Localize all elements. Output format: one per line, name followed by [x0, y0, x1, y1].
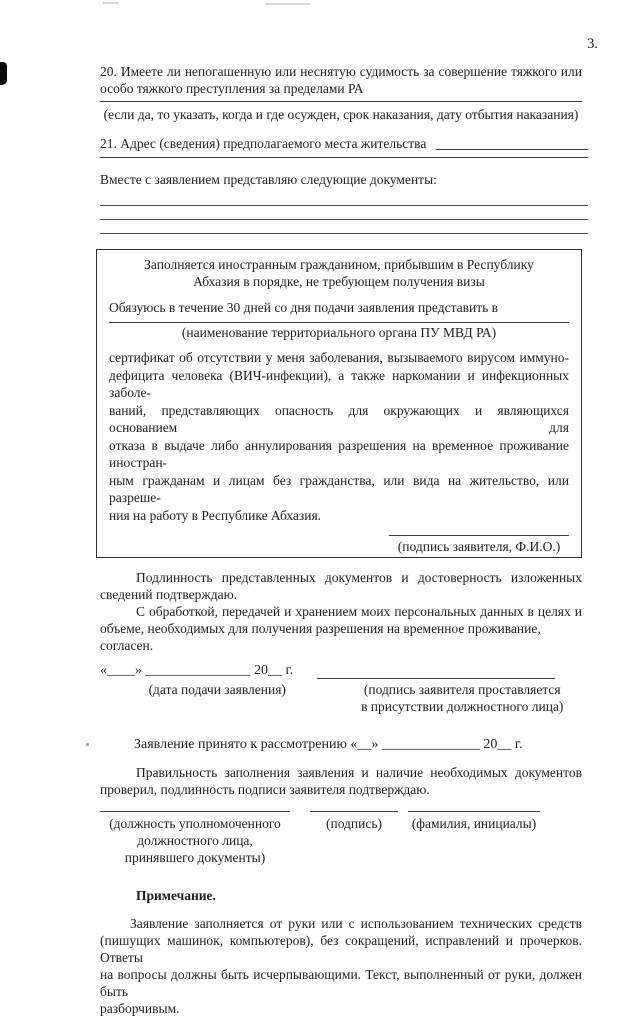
official-signature-block — [310, 811, 398, 866]
official-position-hint-line3: принявшего документы) — [124, 850, 266, 865]
note-line3: на вопросы должны быть исчерпывающими. Текст, выполненный от руки, должен быть — [100, 967, 582, 999]
page-number: 3. — [587, 36, 598, 52]
question-20-answer-line — [100, 97, 582, 102]
certificate-line: ным гражданам и лицам без гражданства, или вида на жительство, или разреше- — [109, 472, 569, 505]
certificate-line: отказа в выдаче либо аннулирования разрешения на временное проживание иностран- — [109, 437, 569, 470]
official-signature-hint: (подпись) — [325, 816, 383, 831]
certificate-line: ваний, представляющих опасность для окружающих и являющихся основанием для — [109, 402, 569, 435]
certificate-paragraph — [109, 349, 569, 524]
acceptance-line: Заявление принято к рассмотрению «__» ______________ 20__ г. — [134, 737, 523, 752]
note-line2: (пишущих машинок, компьютеров), без сокращений, исправлений и прочерков. Ответы — [100, 933, 582, 965]
official-signature-line — [310, 811, 398, 812]
question-20-text-line2: особо тяжкого преступления за пределами РА — [100, 81, 364, 96]
certificate-line: сертификат об отсутствии у меня заболевания, вызываемого вирусом иммуно- — [109, 350, 569, 365]
signature-presence-hint-line2: в присутствии должностного лица) — [361, 699, 564, 714]
date-signature-captions — [100, 681, 582, 715]
question-21-answer-line2 — [100, 152, 588, 158]
official-presence-signature-line — [317, 663, 555, 679]
authenticity-line1: Подлинность представленных документов и достоверность изложенных — [136, 570, 582, 585]
consent-line1: С обработкой, передачей и хранением моих персональных данных в целях и — [136, 604, 582, 619]
official-position-line — [100, 811, 290, 812]
question-21-label: 21. Адрес (сведения) предполагаемого места жительства — [100, 136, 427, 151]
visa-free-section-box — [96, 249, 582, 558]
documents-blank-line — [100, 192, 588, 206]
certificate-line: дефицита человека (ВИЧ-инфекции), а также наркомании и инфекционных заболе- — [109, 367, 569, 400]
form-content — [100, 0, 598, 1017]
question-21 — [100, 135, 582, 152]
documents-list-lines — [100, 192, 582, 234]
note-line1: Заявление заполняется от руки или с использованием технических средств — [130, 916, 582, 931]
scan-artifact-dot — [86, 743, 89, 746]
date-signature-row — [100, 662, 582, 679]
confirmation-paragraphs — [100, 569, 582, 654]
applicant-signature-hint: (подпись заявителя, Ф.И.О.) — [397, 539, 561, 554]
question-20-hint: (если да, то указать, когда и где осужден, срок наказания, дату отбытия наказания) — [103, 107, 579, 122]
authority-blank-line — [109, 316, 569, 323]
binding-mark-artifact — [0, 62, 7, 85]
documents-intro: Вместе с заявлением представляю следующие документы: — [100, 172, 437, 187]
documents-blank-line — [100, 206, 588, 220]
date-hint: (дата подачи заявления) — [148, 682, 286, 697]
verification-line2: проверил, подлинность подписи заявителя подтверждаю. — [100, 782, 430, 797]
applicant-signature-line — [389, 533, 569, 536]
signature-presence-hint — [343, 681, 583, 715]
official-signature-row — [100, 811, 582, 866]
official-position-block — [100, 811, 290, 866]
official-name-line — [408, 811, 540, 812]
official-name-block — [408, 811, 540, 866]
note-paragraph — [100, 915, 582, 1017]
note-line4: разборчивым. — [100, 1001, 180, 1016]
question-20 — [100, 63, 582, 97]
note-title: Примечание. — [136, 888, 216, 903]
question-21-answer-line — [436, 135, 588, 150]
visa-box-title-line2: Абхазия в порядке, не требующем получения визы — [193, 274, 485, 289]
signature-presence-hint-line1: (подпись заявителя проставляется — [363, 682, 561, 697]
verification-line1: Правильность заполнения заявления и наличие необходимых документов — [136, 765, 582, 780]
applicant-signature-block — [389, 533, 569, 555]
official-name-hint: (фамилия, инициалы) — [411, 816, 537, 831]
documents-blank-line — [100, 220, 588, 234]
date-blank: «____» _______________ 20__ г. — [100, 663, 294, 678]
visa-box-title-line1: Заполняется иностранным гражданином, прибывшим в Республику — [144, 257, 534, 272]
official-position-hint-line1: (должность уполномоченного — [109, 816, 281, 831]
authenticity-line2: сведений подтверждаю. — [100, 587, 238, 602]
consent-line2: объеме, необходимых для получения разрешения на временное проживание, согласен. — [100, 621, 541, 653]
question-20-text-line1: 20. Имеете ли непогашенную или неснятую судимость за совершение тяжкого или — [100, 64, 582, 79]
certificate-line: ния на работу в Республике Абхазия. — [109, 507, 322, 523]
verification-paragraph — [100, 764, 582, 798]
official-position-hint-line2: должностного лица, — [137, 833, 253, 848]
visa-box-obligation: Обязуюсь в течение 30 дней со дня подачи заявления представить в — [109, 300, 499, 315]
authority-hint: (наименование территориального органа ПУ МВД РА) — [181, 325, 497, 340]
